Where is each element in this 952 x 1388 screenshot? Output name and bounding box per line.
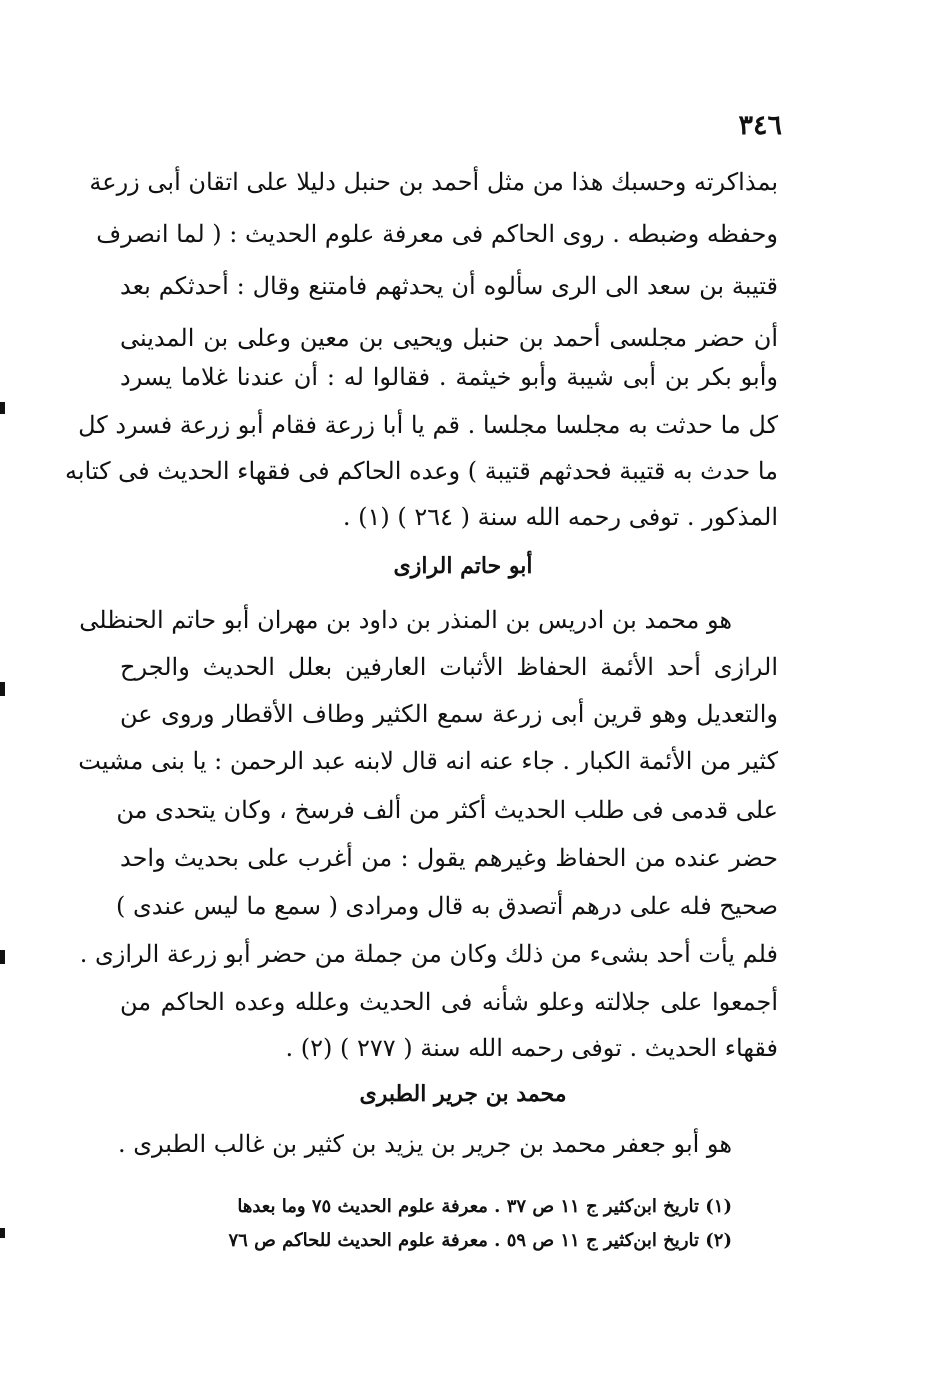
paragraph-line: فقهاء الحديث . توفى رحمه الله سنة ( ٢٧٧ ) (٢) . <box>285 1034 778 1062</box>
section-heading: محمد بن جرير الطبرى <box>359 1081 567 1107</box>
paragraph-line: المذكور . توفى رحمه الله سنة ( ٢٦٤ ) (١) . <box>342 503 778 531</box>
paragraph-line: وأبو بكر بن أبى شيبة وأبو خيثمة . فقالوا له : أن عندنا غلاما يسرد <box>120 363 778 391</box>
paragraph-line: كثير من الأئمة الكبار . جاء عنه انه قال لابنه عبد الرحمن : يا بنى مشيت <box>78 747 778 775</box>
scan-edge-mark <box>0 682 5 696</box>
paragraph-line: ما حدث به قتيبة فحدثهم قتيبة ) وعده الحاكم فى فقهاء الحديث فى كتابه <box>64 457 778 485</box>
scan-edge-mark <box>0 950 5 964</box>
paragraph-line: كل ما حدثت به مجلسا مجلسا . قم يا أبا زرعة فقام أبو زرعة فسرد كل <box>78 411 778 439</box>
paragraph-line: وحفظه وضبطه . روى الحاكم فى معرفة علوم الحديث : ( لما انصرف <box>96 220 778 248</box>
paragraph-line: هو محمد بن ادريس بن المنذر بن داود بن مهران أبو حاتم الحنظلى <box>79 606 732 634</box>
paragraph-line: والتعديل وهو قرين أبى زرعة سمع الكثير وطاف الأقطار وروى عن <box>120 700 778 728</box>
footnote: (١) تاريخ ابن‌كثير ج ١١ ص ٣٧ . معرفة علوم الحديث ٧٥ وما بعدها <box>237 1196 732 1217</box>
footnote: (٢) تاريخ ابن‌كثير ج ١١ ص ٥٩ . معرفة علوم الحديث للحاكم ص ٧٦ <box>228 1230 732 1251</box>
scan-edge-mark <box>0 402 5 414</box>
paragraph-line: أن حضر مجلسى أحمد بن حنبل ويحيى بن معين وعلى بن المدينى <box>120 324 778 352</box>
paragraph-line: أجمعوا على جلالته وعلو شأنه فى الحديث وعلله وعده الحاكم من <box>120 988 778 1016</box>
section-heading: أبو حاتم الرازى <box>393 553 533 579</box>
paragraph-line: على قدمى فى طلب الحديث أكثر من ألف فرسخ ، وكان يتحدى من <box>116 796 778 824</box>
scan-edge-mark <box>0 1228 5 1238</box>
paragraph-line: فلم يأت أحد بشىء من ذلك وكان من جملة من حضر أبو زرعة الرازى . <box>79 940 778 968</box>
paragraph-line: هو أبو جعفر محمد بن جرير بن يزيد بن كثير بن غالب الطبرى . <box>117 1130 732 1158</box>
paragraph-line: قتيبة بن سعد الى الرى سألوه أن يحدثهم فامتنع وقال : أحدثكم بعد <box>120 272 778 300</box>
paragraph-line: صحيح فله على درهم أتصدق به قال ومرادى ( سمع ما ليس عندى ) <box>116 892 778 920</box>
paragraph-line: الرازى أحد الأئمة الحفاظ الأثبات العارفين بعلل الحديث والجرح <box>120 653 778 681</box>
page-number: ٣٤٦ <box>738 110 782 141</box>
paragraph-line: حضر عنده من الحفاظ وغيرهم يقول : من أغرب على بحديث واحد <box>120 844 778 872</box>
paragraph-line: بمذاكرته وحسبك هذا من مثل أحمد بن حنبل دليلا على اتقان أبى زرعة <box>89 168 778 196</box>
